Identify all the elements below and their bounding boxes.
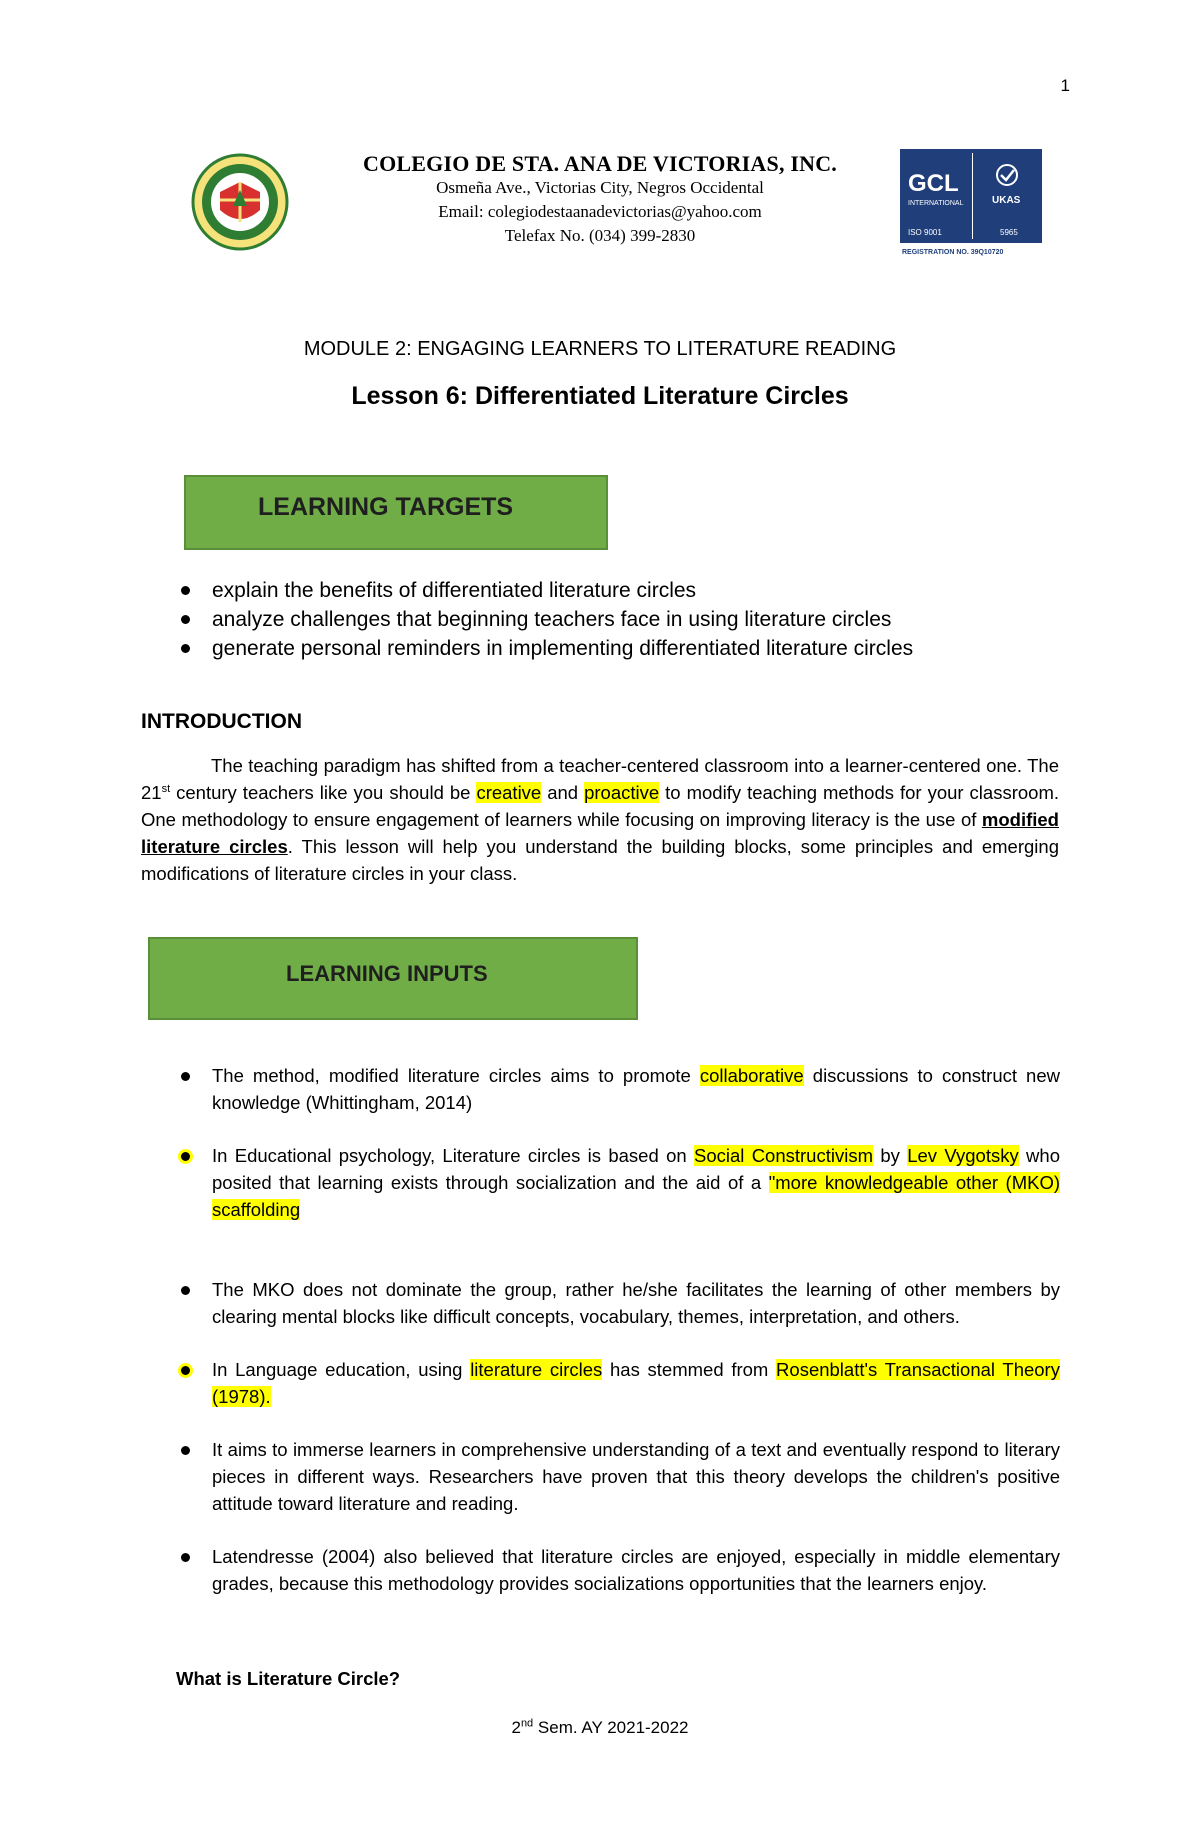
list-item: It aims to immerse learners in comprehensive understanding of a text and eventually respond to literary pieces in different ways. Researchers have proven that this theory develops the children's positive attitude toward literature and reading.	[212, 1436, 1060, 1517]
list-item: In Educational psychology, Literature circles is based on Social Constructivism by Lev Vygotsky who posited that learning exists through socialization and the aid of a "more knowledgeable other (MKO) scaffolding	[212, 1142, 1060, 1223]
list-item: explain the benefits of differentiated literature circles	[212, 576, 1072, 605]
list-item: In Language education, using literature circles has stemmed from Rosenblatt's Transactional Theory (1978).	[212, 1356, 1060, 1410]
school-seal-logo	[190, 152, 290, 252]
ukas-text: UKAS	[992, 195, 1021, 206]
bullet-icon	[181, 644, 190, 653]
iso-code-text: 5965	[1000, 228, 1018, 237]
module-title: MODULE 2: ENGAGING LEARNERS TO LITERATURE READING	[303, 338, 897, 360]
learning-inputs-banner	[148, 937, 638, 1020]
page-number: 1	[1060, 76, 1070, 95]
learning-targets-banner	[184, 475, 608, 550]
school-name: COLEGIO DE STA. ANA DE VICTORIAS, INC.	[363, 151, 837, 176]
bullet-icon	[181, 586, 190, 595]
footer: 2nd Sem. AY 2021-2022	[511, 1717, 689, 1737]
registration-text: REGISTRATION NO. 39Q10720	[902, 249, 1004, 256]
list-item: generate personal reminders in implementing differentiated literature circles	[212, 634, 1072, 663]
list-item: analyze challenges that beginning teachers face in using literature circles	[212, 605, 1072, 634]
iso-text: ISO 9001	[908, 228, 942, 237]
bullet-icon	[181, 615, 190, 624]
learning-targets-list	[212, 576, 1072, 663]
school-email: Email: colegiodestaanadevictorias@yahoo.com	[438, 202, 762, 221]
school-address: Osmeña Ave., Victorias City, Negros Occidental	[436, 178, 764, 197]
bullet-icon	[181, 1446, 190, 1455]
learning-targets-heading: LEARNING TARGETS	[258, 493, 514, 521]
highlight-proactive: proactive	[584, 782, 660, 803]
bullet-icon	[181, 1072, 190, 1081]
bullet-icon	[181, 1553, 190, 1562]
school-header	[300, 152, 900, 248]
learning-inputs-list	[212, 1062, 1060, 1623]
gcl-sub-text: INTERNATIONAL	[908, 200, 964, 207]
gcl-ukas-certification-logo	[900, 149, 1042, 257]
list-item: Latendresse (2004) also believed that literature circles are enjoyed, especially in middle elementary grades, because this methodology provides socializations opportunities that the learners enjoy.	[212, 1543, 1060, 1597]
bullet-icon	[181, 1366, 190, 1375]
highlight-creative: creative	[476, 782, 542, 803]
list-item: The method, modified literature circles aims to promote collaborative discussions to construct new knowledge (Whittingham, 2014)	[212, 1062, 1060, 1116]
list-item: The MKO does not dominate the group, rather he/she facilitates the learning of other members by clearing mental blocks like difficult concepts, vocabulary, themes, interpretation, and others.	[212, 1276, 1060, 1330]
introduction-paragraph: The teaching paradigm has shifted from a teacher-centered classroom into a learner-centered one. The 21st century teachers like you should be creative and proactive to modify teaching methods for your classroom. One methodology to ensure engagement of learners while focusing on improving literacy is the use of modified literature circles. This lesson will help you understand the building blocks, some principles and emerging modifications of literature circles in your class.	[141, 755, 1059, 884]
bullet-icon	[181, 1286, 190, 1295]
school-telefax: Telefax No. (034) 399-2830	[504, 226, 696, 245]
lesson-title: Lesson 6: Differentiated Literature Circles	[351, 382, 849, 410]
bullet-icon	[181, 1152, 190, 1161]
learning-inputs-heading: LEARNING INPUTS	[286, 961, 488, 986]
introduction-heading: INTRODUCTION	[141, 710, 302, 733]
gcl-text: GCL	[908, 170, 959, 197]
what-is-literature-circle-heading: What is Literature Circle?	[176, 1668, 401, 1689]
modified-literature-circles-term: modified literature circles	[141, 809, 1059, 857]
